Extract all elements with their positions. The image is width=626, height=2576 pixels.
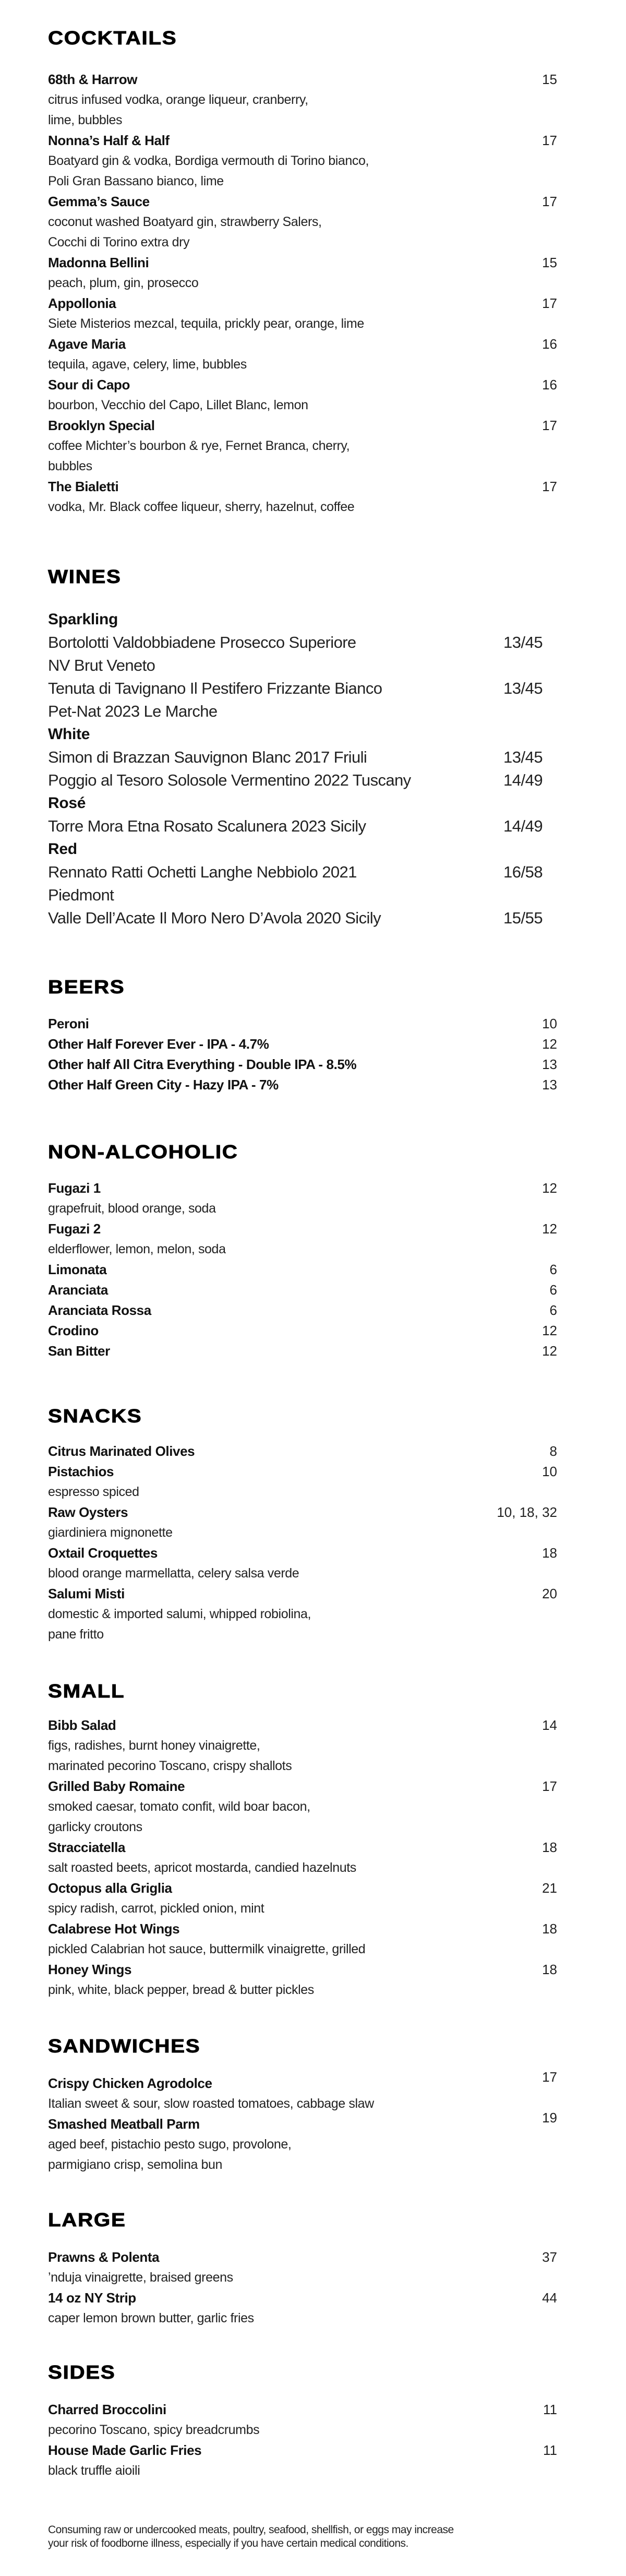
menu-item-row <box>48 1014 557 1034</box>
description-line: black truffle aioili <box>48 2463 140 2478</box>
sandwiches-list <box>48 2069 557 2175</box>
item-description <box>48 436 465 477</box>
item-name: Salumi Misti <box>48 1586 125 1601</box>
menu-item <box>48 293 557 334</box>
item-price: 6 <box>549 1282 557 1298</box>
description-line: blood orange marmellatta, celery salsa verde <box>48 1566 299 1581</box>
item-price: 21 <box>542 1880 557 1896</box>
description-line: Italian sweet & sour, slow roasted tomatoes, cabbage slaw <box>48 2096 374 2111</box>
item-name: Calabrese Hot Wings <box>48 1921 180 1937</box>
item-price: 11 <box>543 2402 557 2417</box>
sides-list <box>48 2400 557 2481</box>
wine-name-line: Piedmont <box>48 886 114 904</box>
wine-group-label: Red <box>48 840 77 858</box>
item-name: Other Half Forever Ever - IPA - 4.7% <box>48 1036 269 1052</box>
menu-item-row <box>48 1034 557 1054</box>
description-line: coconut washed Boatyard gin, strawberry Salers, <box>48 215 322 229</box>
wine-name-line: Torre Mora Etna Rosato Scalunera 2023 Sicily <box>48 817 366 835</box>
item-price: 11 <box>543 2442 557 2458</box>
menu-item <box>48 1280 557 1300</box>
menu-item-row <box>48 1260 557 1280</box>
wine-name-line: Tenuta di Tavignano Il Pestifero Frizzante Bianco <box>48 679 382 697</box>
item-name: 14 oz NY Strip <box>48 2290 136 2306</box>
menu-item-row <box>48 1715 557 1736</box>
menu-item-row <box>48 1075 557 1095</box>
item-description <box>48 1198 465 1219</box>
wine-item <box>48 769 557 792</box>
section-title: NON-ALCOHOLIC <box>48 1141 238 1162</box>
item-name: Aranciata <box>48 1282 108 1298</box>
menu-item-row <box>48 1960 557 1980</box>
menu-item-row <box>48 1543 557 1563</box>
item-description <box>48 1482 465 1502</box>
item-description <box>48 395 465 416</box>
item-name: San Bitter <box>48 1343 110 1359</box>
item-name: Charred Broccolini <box>48 2402 166 2417</box>
description-line: tequila, agave, celery, lime, bubbles <box>48 357 247 372</box>
item-price: 12 <box>542 1036 557 1052</box>
menu-item <box>48 2069 557 2114</box>
item-description <box>48 2308 465 2329</box>
menu-item <box>48 2247 557 2288</box>
description-line: bourbon, Vecchio del Capo, Lillet Blanc, lemon <box>48 398 308 412</box>
wine-name-line: Poggio al Tesoro Solosole Vermentino 2022 Tuscany <box>48 771 411 789</box>
menu-item <box>48 1260 557 1280</box>
item-price: 18 <box>542 1962 557 1977</box>
wine-group <box>48 608 557 723</box>
menu-item <box>48 2288 557 2329</box>
wine-name-line: NV Brut Veneto <box>48 656 155 674</box>
menu-item-row <box>48 477 557 497</box>
item-name: Stracciatella <box>48 1839 126 1855</box>
description-line: Cocchi di Torino extra dry <box>48 235 190 250</box>
menu-item-row <box>48 293 557 314</box>
item-name: Octopus alla Griglia <box>48 1880 172 1896</box>
menu-item-row <box>48 1219 557 1239</box>
menu-item <box>48 416 557 477</box>
menu-item-row <box>48 2110 557 2134</box>
description-line: aged beef, pistachio pesto sugo, provolone, <box>48 2137 292 2152</box>
menu-item <box>48 192 557 253</box>
wine-name <box>48 815 366 838</box>
item-price: 14 <box>542 1717 557 1733</box>
wine-name-line: Valle Dell’Acate Il Moro Nero D’Avola 2020 Sicily <box>48 909 381 927</box>
description-line: pickled Calabrian hot sauce, buttermilk vinaigrette, grilled <box>48 1942 366 1956</box>
menu-item <box>48 69 557 130</box>
description-line: vodka, Mr. Black coffee liqueur, sherry, hazelnut, coffee <box>48 500 355 514</box>
menu-item <box>48 1543 557 1584</box>
description-line: marinated pecorino Toscano, crispy shallots <box>48 1759 292 1773</box>
item-description <box>48 1939 465 1960</box>
item-price: 6 <box>549 1302 557 1318</box>
wine-item <box>48 746 557 769</box>
menu-item-row <box>48 1584 557 1604</box>
menu-item <box>48 1960 557 2000</box>
section-title: SANDWICHES <box>48 2035 201 2057</box>
wine-group-label: Sparkling <box>48 611 118 628</box>
item-price: 13 <box>542 1077 557 1093</box>
wine-item <box>48 677 557 723</box>
item-name: Sour di Capo <box>48 377 130 393</box>
item-description <box>48 273 465 293</box>
description-line: smoked caesar, tomato confit, wild boar bacon, <box>48 1799 310 1814</box>
menu-item <box>48 1462 557 1502</box>
menu-item <box>48 1502 557 1543</box>
description-line: domestic & imported salumi, whipped robiolina, <box>48 1607 311 1621</box>
description-line: elderflower, lemon, melon, soda <box>48 1242 226 1256</box>
menu-item <box>48 1837 557 1878</box>
item-name: Peroni <box>48 1016 89 1031</box>
menu-item-row <box>48 416 557 436</box>
item-name: Agave Maria <box>48 336 126 352</box>
menu-item-row <box>48 2400 557 2420</box>
item-description <box>48 2268 465 2288</box>
description-line: peach, plum, gin, prosecco <box>48 276 199 290</box>
menu-item-row <box>48 1878 557 1898</box>
item-name: Other Half Green City - Hazy IPA - 7% <box>48 1077 279 1093</box>
description-line: pecorino Toscano, spicy breadcrumbs <box>48 2423 260 2437</box>
item-price: 17 <box>542 479 557 494</box>
item-name: Grilled Baby Romaine <box>48 1778 185 1794</box>
description-line: citrus infused vodka, orange liqueur, cranberry, <box>48 92 308 107</box>
wine-name-line: Pet-Nat 2023 Le Marche <box>48 702 218 720</box>
menu-item-row <box>48 1178 557 1198</box>
description-line: caper lemon brown butter, garlic fries <box>48 2311 254 2325</box>
description-line: spicy radish, carrot, pickled onion, mint <box>48 1901 264 1916</box>
wine-price-glass-bottle: 14/49 <box>503 817 543 835</box>
item-name: The Bialetti <box>48 479 119 494</box>
menu-item-row <box>48 375 557 395</box>
wine-name <box>48 861 357 907</box>
item-name: 68th & Harrow <box>48 72 138 87</box>
wine-name <box>48 769 411 792</box>
item-price: 15 <box>542 255 557 270</box>
menu-item-row <box>48 2440 557 2461</box>
description-line: Poli Gran Bassano bianco, lime <box>48 174 224 188</box>
item-name: Aranciata Rossa <box>48 1302 151 1318</box>
item-price: 6 <box>549 1262 557 1277</box>
menu-item <box>48 1441 557 1462</box>
item-price: 17 <box>542 194 557 209</box>
menu-item-row <box>48 2069 557 2094</box>
item-price: 12 <box>542 1221 557 1237</box>
menu-item-row <box>48 1341 557 1361</box>
item-price: 12 <box>542 1343 557 1359</box>
item-description <box>48 1858 465 1878</box>
menu-item <box>48 1178 557 1219</box>
item-price: 17 <box>542 2069 557 2085</box>
menu-item-row <box>48 1837 557 1858</box>
menu-item-row <box>48 253 557 273</box>
item-price: 15 <box>542 72 557 87</box>
item-name: Bibb Salad <box>48 1717 116 1733</box>
item-price: 37 <box>542 2249 557 2265</box>
non-alcoholic-list <box>48 1178 557 1361</box>
item-price: 44 <box>542 2290 557 2306</box>
wine-name <box>48 746 367 769</box>
item-name: Madonna Bellini <box>48 255 149 270</box>
item-name: House Made Garlic Fries <box>48 2442 202 2458</box>
menu-item-row <box>48 2288 557 2308</box>
wine-price-glass-bottle: 13/45 <box>503 748 543 766</box>
wine-name-line: Bortolotti Valdobbiadene Prosecco Superiore <box>48 633 356 651</box>
item-price: 10 <box>542 1016 557 1031</box>
item-name: Raw Oysters <box>48 1504 128 1520</box>
item-name: Crispy Chicken Agrodolce <box>48 2075 212 2091</box>
menu-item-row <box>48 1441 557 1462</box>
item-price: 20 <box>542 1586 557 1601</box>
wine-price-glass-bottle: 13/45 <box>503 633 543 651</box>
wine-group-label: White <box>48 726 90 743</box>
item-price: 18 <box>542 1839 557 1855</box>
item-price: 17 <box>542 418 557 433</box>
wine-name-line: Rennato Ratti Ochetti Langhe Nebbiolo 2021 <box>48 863 357 881</box>
menu-item <box>48 1300 557 1321</box>
item-description <box>48 1563 465 1584</box>
large-list <box>48 2247 557 2329</box>
item-price: 17 <box>542 1778 557 1794</box>
menu-item-row <box>48 1502 557 1523</box>
description-line: Boatyard gin & vodka, Bordiga vermouth di Torino bianco, <box>48 153 369 168</box>
menu-item <box>48 2440 557 2481</box>
description-line: espresso spiced <box>48 1485 139 1499</box>
item-name: Gemma’s Sauce <box>48 194 150 209</box>
menu-item <box>48 1034 557 1054</box>
description-line: bubbles <box>48 459 92 473</box>
wine-price-glass-bottle: 16/58 <box>503 863 543 881</box>
menu-item <box>48 477 557 517</box>
menu-item-row <box>48 1321 557 1341</box>
section-title: LARGE <box>48 2209 126 2230</box>
item-description <box>48 1980 465 2000</box>
menu-item <box>48 1054 557 1075</box>
item-description <box>48 2420 465 2440</box>
wine-name <box>48 677 382 723</box>
wine-group <box>48 792 557 838</box>
menu-item <box>48 1321 557 1341</box>
item-price: 12 <box>542 1180 557 1196</box>
item-name: Fugazi 2 <box>48 1221 101 1237</box>
menu-item-row <box>48 130 557 151</box>
item-description <box>48 2461 465 2481</box>
menu-item <box>48 2110 557 2175</box>
description-line: grapefruit, blood orange, soda <box>48 1201 216 1216</box>
item-price: 18 <box>542 1545 557 1561</box>
wine-name-line: Simon di Brazzan Sauvignon Blanc 2017 Friuli <box>48 748 367 766</box>
description-line: lime, bubbles <box>48 113 123 127</box>
description-line: salt roasted beets, apricot mostarda, candied hazelnuts <box>48 1860 356 1875</box>
description-line: pink, white, black pepper, bread & butter pickles <box>48 1983 314 1997</box>
item-price: 17 <box>542 295 557 311</box>
menu-item-row <box>48 1919 557 1939</box>
item-price: 16 <box>542 336 557 352</box>
wine-group-label: Rosé <box>48 794 86 812</box>
menu-item-row <box>48 1776 557 1797</box>
disclaimer-line: your risk of foodborne illness, especially if you have certain medical conditions. <box>48 2537 408 2549</box>
snacks-list <box>48 1441 557 1645</box>
menu-item <box>48 1219 557 1260</box>
section-title: BEERS <box>48 976 125 998</box>
wine-item <box>48 815 557 838</box>
item-price: 10, 18, 32 <box>497 1504 557 1520</box>
section-title: COCKTAILS <box>48 27 177 49</box>
wine-price-glass-bottle: 14/49 <box>503 771 543 789</box>
menu-item-row <box>48 1054 557 1075</box>
description-line: Siete Misterios mezcal, tequila, prickly pear, orange, lime <box>48 316 364 331</box>
description-line: garlicky croutons <box>48 1820 142 1834</box>
item-name: Prawns & Polenta <box>48 2249 160 2265</box>
menu-item <box>48 253 557 293</box>
item-price: 16 <box>542 377 557 393</box>
item-name: Pistachios <box>48 1464 114 1479</box>
description-line: coffee Michter’s bourbon & rye, Fernet Branca, cherry, <box>48 438 350 453</box>
menu-item <box>48 1014 557 1034</box>
item-description <box>48 2094 465 2114</box>
item-name: Crodino <box>48 1323 99 1338</box>
description-line: pane fritto <box>48 1627 104 1642</box>
section-title: SMALL <box>48 1680 125 1702</box>
beers-list <box>48 1014 557 1095</box>
item-name: Other half All Citra Everything - Double IPA - 8.5% <box>48 1056 357 1072</box>
menu-item-row <box>48 334 557 354</box>
item-name: Smashed Meatball Parm <box>48 2116 200 2132</box>
item-name: Citrus Marinated Olives <box>48 1443 195 1459</box>
menu-item <box>48 2400 557 2440</box>
menu-item-row <box>48 1462 557 1482</box>
menu-item <box>48 334 557 375</box>
menu-item-row <box>48 1300 557 1321</box>
menu-item-row <box>48 1280 557 1300</box>
item-name: Fugazi 1 <box>48 1180 101 1196</box>
menu-item-row <box>48 2247 557 2268</box>
menu-item <box>48 1776 557 1837</box>
menu-item <box>48 375 557 416</box>
description-line: figs, radishes, burnt honey vinaigrette, <box>48 1738 260 1753</box>
item-description <box>48 151 465 192</box>
menu-item <box>48 1878 557 1919</box>
wine-item <box>48 861 557 907</box>
item-description <box>48 2134 465 2175</box>
item-description <box>48 1797 465 1837</box>
item-name: Brooklyn Special <box>48 418 155 433</box>
item-price: 17 <box>542 133 557 148</box>
cocktails-list <box>48 69 557 517</box>
wine-item <box>48 631 557 677</box>
section-title: SIDES <box>48 2361 116 2383</box>
item-description <box>48 497 465 517</box>
description-line: parmigiano crisp, semolina bun <box>48 2157 223 2172</box>
item-description <box>48 212 465 253</box>
item-price: 12 <box>542 1323 557 1338</box>
menu-item <box>48 1584 557 1645</box>
wine-name <box>48 631 356 677</box>
section-title: SNACKS <box>48 1405 142 1427</box>
menu-item-row <box>48 69 557 90</box>
item-description <box>48 1239 465 1260</box>
item-description <box>48 1898 465 1919</box>
item-price: 10 <box>542 1464 557 1479</box>
wine-name <box>48 907 381 930</box>
item-price: 19 <box>542 2110 557 2126</box>
item-name: Limonata <box>48 1262 107 1277</box>
menu-item <box>48 1715 557 1776</box>
item-name: Nonna’s Half & Half <box>48 133 170 148</box>
item-price: 8 <box>549 1443 557 1459</box>
menu-item <box>48 130 557 192</box>
wine-price-glass-bottle: 13/45 <box>503 679 543 697</box>
item-description <box>48 1736 465 1776</box>
disclaimer-line: Consuming raw or undercooked meats, poultry, seafood, shellfish, or eggs may increase <box>48 2524 454 2536</box>
wine-group <box>48 838 557 930</box>
wine-price-glass-bottle: 15/55 <box>503 909 543 927</box>
item-description <box>48 1523 465 1543</box>
item-name: Honey Wings <box>48 1962 132 1977</box>
wines-list <box>48 608 557 930</box>
item-name: Appollonia <box>48 295 116 311</box>
wine-group <box>48 723 557 792</box>
small-list <box>48 1715 557 2000</box>
menu-item <box>48 1341 557 1361</box>
item-description <box>48 90 465 130</box>
description-line: giardiniera mignonette <box>48 1525 173 1540</box>
item-description <box>48 314 465 334</box>
item-description <box>48 354 465 375</box>
description-line: ’nduja vinaigrette, braised greens <box>48 2270 233 2285</box>
item-price: 18 <box>542 1921 557 1937</box>
section-title: WINES <box>48 566 122 587</box>
food-safety-disclaimer <box>48 2523 559 2550</box>
item-price: 13 <box>542 1056 557 1072</box>
menu-item-row <box>48 192 557 212</box>
wine-item <box>48 907 557 930</box>
item-description <box>48 1604 465 1645</box>
menu-item <box>48 1075 557 1095</box>
item-name: Oxtail Croquettes <box>48 1545 158 1561</box>
menu-item <box>48 1919 557 1960</box>
